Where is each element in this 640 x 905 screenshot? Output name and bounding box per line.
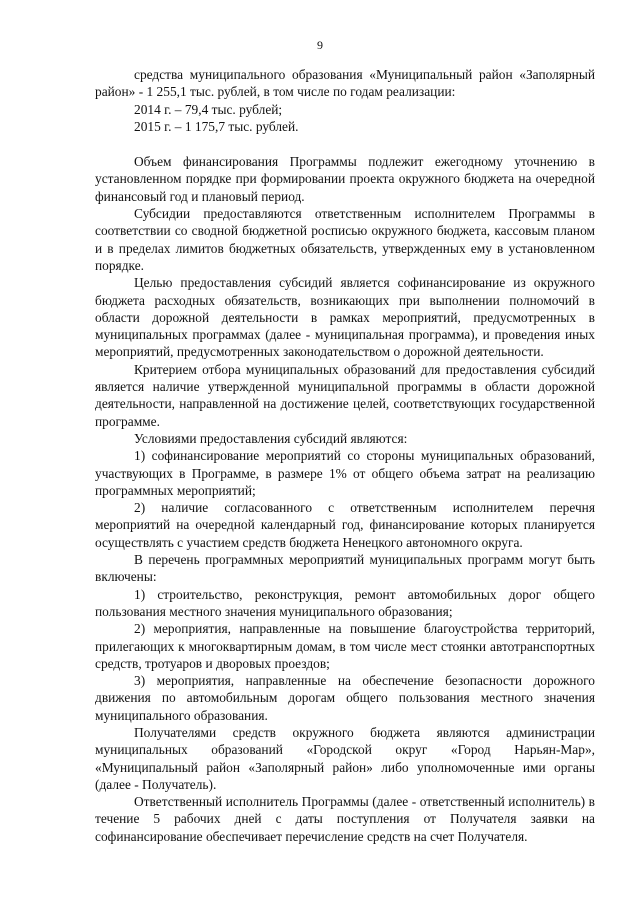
paragraph-subsidies-provision: Субсидии предоставляются ответственным исполнителем Программы в соответствии со сводной бюджетной росписью окружного бюджета, кассовым планом и в пределах лимитов бюджетных обязательств, утвержденных ему в установленном порядке. xyxy=(95,206,595,273)
page-number: 9 xyxy=(317,38,323,52)
paragraph-condition-1: 1) софинансирование мероприятий со стороны муниципальных образований, участвующих в Программе, в размере 1% от общего объема затрат на реализацию программных мероприятий; xyxy=(95,448,595,498)
paragraph-measure-2: 2) мероприятия, направленные на повышение благоустройства территорий, прилегающих к многоквартирным домам, в том числе мест стоянки автотранспортных средств, тротуаров и дворовых проездов; xyxy=(95,621,595,671)
paragraph-measures-heading: В перечень программных мероприятий муниципальных программ могут быть включены: xyxy=(95,552,595,585)
paragraph-measure-3: 3) мероприятия, направленные на обеспечение безопасности дорожного движения по автомобильным дорогам общего пользования местного значения муниципального образования. xyxy=(95,673,595,723)
paragraph-funding-adjustment: Объем финансирования Программы подлежит ежегодному уточнению в установленном порядке при формировании проекта окружного бюджета на очередной финансовый год и плановый период. xyxy=(95,154,595,204)
paragraph-funding-2015: 2015 г. – 1 175,7 тыс. рублей. xyxy=(134,118,299,134)
paragraph-recipients: Получателями средств окружного бюджета являются администрации муниципальных образований «Городской округ «Город Нарьян-Мар», «Муниципальный район «Заполярный район» либо уполномоченные ими органы (далее - Получатель). xyxy=(95,724,595,792)
paragraph-conditions-heading: Условиями предоставления субсидий являются: xyxy=(134,430,408,446)
paragraph-gap xyxy=(95,135,595,153)
paragraph-transfer-terms: Ответственный исполнитель Программы (далее - ответственный исполнитель) в течение 5 рабочих дней с даты поступления от Получателя заявки на софинансирование обеспечивает перечисление средств на счет Получателя. xyxy=(95,794,595,844)
paragraph-funding-source: средства муниципального образования «Муниципальный район «Заполярный район» - 1 255,1 тыс. рублей, в том числе по годам реализации: xyxy=(95,67,595,100)
paragraph-subsidies-purpose: Целью предоставления субсидий является софинансирование из окружного бюджета расходных обязательств, возникающих при выполнении полномочий в области дорожной деятельности в рамках мероприятий, предусмотренных в муниципальных программах (далее - муниципальная программа), и проведения иных мероприятий, предусмотренных законодательством о дорожной деятельности. xyxy=(95,275,595,360)
paragraph-funding-2014: 2014 г. – 79,4 тыс. рублей; xyxy=(134,101,283,117)
document-body xyxy=(95,66,595,845)
paragraph-selection-criterion: Критерием отбора муниципальных образований для предоставления субсидий является наличие утвержденной муниципальной программы в области дорожной деятельности, направленной на достижение целей, соответствующих государственной программе. xyxy=(95,361,595,429)
paragraph-measure-1: 1) строительство, реконструкция, ремонт автомобильных дорог общего пользования местного значения муниципального образования; xyxy=(95,586,595,619)
paragraph-condition-2: 2) наличие согласованного с ответственным исполнителем перечня мероприятий на очередной календарный год, финансирование которых планируется осуществлять с участием средств бюджета Ненецкого автономного округа. xyxy=(95,500,595,550)
